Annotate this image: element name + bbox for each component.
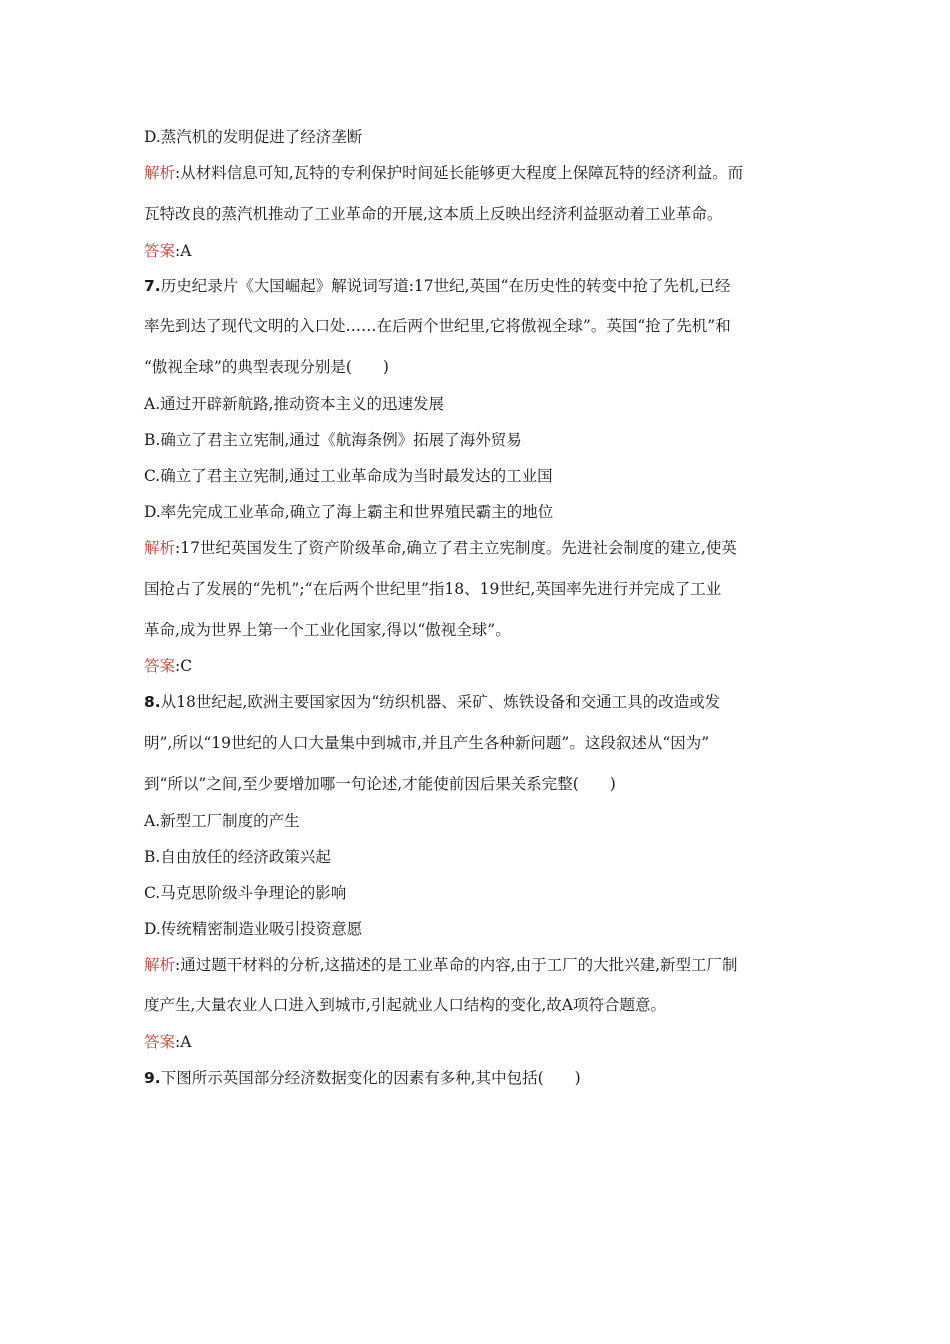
question-number: 7. [144,277,161,295]
q6-analysis-line-2: 瓦特改良的蒸汽机推动了工业革命的开展,这本质上反映出经济利益驱动着工业革命。 [144,205,723,223]
q6-option-d: D.蒸汽机的发明促进了经济垄断 [144,128,363,146]
q8-stem-line-3: 到“所以”之间,至少要增加哪一句论述,才能使前因后果关系完整( ) [144,775,616,793]
q7-stem-line-2: 率先到达了现代文明的入口处……在后两个世纪里,它将傲视全球”。英国“抢了先机”和 [144,317,731,335]
stem-text: 从18世纪起,欧洲主要国家因为“纺织机器、采矿、炼铁设备和交通工具的改造或发 [160,693,721,711]
q8-option-a: A.新型工厂制度的产生 [144,812,300,830]
q9-stem-line-1 [144,1068,814,1088]
q7-option-d: D.率先完成工业革命,确立了海上霸主和世界殖民霸主的地位 [144,503,554,521]
answer-label: 答案 [144,1033,176,1051]
q7-analysis-line-3: 革命,成为世界上第一个工业化国家,得以“傲视全球”。 [144,621,511,639]
q7-answer [144,656,814,676]
q8-option-c: C.马克思阶级斗争理论的影响 [144,884,347,902]
answer-value: :C [175,657,193,675]
q8-answer [144,1032,814,1052]
q8-stem-line-2: 明”,所以“19世纪的人口大量集中到城市,并且产生各种新问题”。这段叙述从“因为” [144,734,710,752]
q6-answer [144,241,814,261]
question-number: 9. [144,1069,161,1087]
analysis-text: :17世纪英国发生了资产阶级革命,确立了君主立宪制度。先进社会制度的建立,使英 [175,539,737,557]
q7-stem-line-3: “傲视全球”的典型表现分别是( ) [144,358,389,376]
q7-option-b: B.确立了君主立宪制,通过《航海条例》拓展了海外贸易 [144,431,522,449]
q7-analysis-line-1 [144,538,814,558]
analysis-label: 解析 [144,539,176,557]
answer-value: :A [175,242,192,260]
analysis-text: :从材料信息可知,瓦特的专利保护时间延长能够更大程度上保障瓦特的经济利益。而 [175,164,744,182]
answer-label: 答案 [144,657,176,675]
answer-label: 答案 [144,242,176,260]
question-number: 8. [144,693,161,711]
q7-option-a: A.通过开辟新航路,推动资本主义的迅速发展 [144,395,445,413]
q7-option-c: C.确立了君主立宪制,通过工业革命成为当时最发达的工业国 [144,467,553,485]
q8-analysis-line-2: 度产生,大量农业人口进入到城市,引起就业人口结构的变化,故A项符合题意。 [144,996,666,1014]
q6-analysis-line-1 [144,163,814,183]
answer-value: :A [175,1033,192,1051]
q7-analysis-line-2: 国抢占了发展的“先机”;“在后两个世纪里”指18、19世纪,英国率先进行并完成了工业 [144,580,722,598]
analysis-label: 解析 [144,164,176,182]
q7-stem-line-1 [144,276,814,296]
analysis-label: 解析 [144,956,176,974]
analysis-text: :通过题干材料的分析,这描述的是工业革命的内容,由于工厂的大批兴建,新型工厂制 [175,956,738,974]
q8-stem-line-1 [144,692,814,712]
q8-analysis-line-1 [144,955,814,975]
stem-text: 下图所示英国部分经济数据变化的因素有多种,其中包括( ) [160,1069,581,1087]
q8-option-d: D.传统精密制造业吸引投资意愿 [144,920,363,938]
q8-option-b: B.自由放任的经济政策兴起 [144,848,331,866]
stem-text: 历史纪录片《大国崛起》解说词写道:17世纪,英国“在历史性的转变中抢了先机,已经 [160,277,731,295]
